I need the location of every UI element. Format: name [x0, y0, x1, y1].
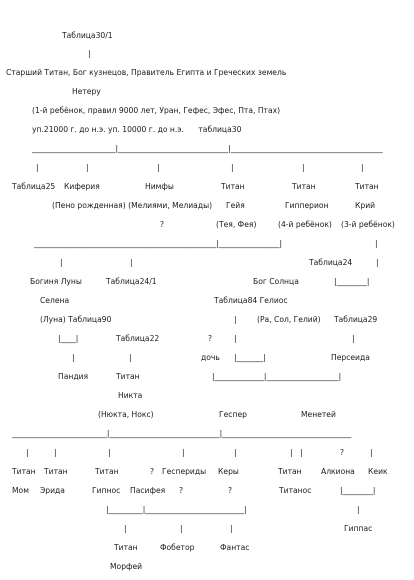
alias-line: (Луна) Таблица90: [40, 315, 112, 324]
branch-line: ______________________|_____________________________|________________________________________: [32, 144, 383, 153]
connector: |: [352, 334, 355, 343]
alias-line: (Нюкта, Нокс): [98, 410, 154, 419]
person-name: Гипнос: [92, 486, 121, 495]
person-name: Титан: [278, 467, 302, 476]
unknown-mark: ?: [228, 486, 233, 495]
person-name: дочь: [201, 353, 220, 362]
connector: |: [72, 353, 75, 362]
unknown-mark: ?: [150, 467, 155, 476]
person-name: Селена: [40, 296, 70, 305]
person-name: Никта: [118, 391, 143, 400]
connector: |: [60, 258, 63, 267]
table-ref: Таблица29: [334, 315, 378, 324]
person-name: Эрида: [40, 486, 65, 495]
connector: |: [54, 448, 57, 457]
connector: |: [180, 524, 183, 533]
person-name: Титан: [116, 372, 140, 381]
person-name: Мом: [12, 486, 29, 495]
person-name: Менетей: [301, 410, 336, 419]
alias-line: (Тея, Фея): [216, 220, 257, 229]
connector: |: [182, 448, 185, 457]
connector: |: [26, 448, 29, 457]
branch-line: |_____________|___________________|: [212, 372, 342, 381]
person-name: Таблица84 Гелиос: [214, 296, 288, 305]
connector: |: [230, 524, 233, 533]
connector: |: [130, 258, 133, 267]
person-name: Титан: [355, 182, 379, 191]
person-name: Киферия: [64, 182, 100, 191]
connector: |: [361, 163, 364, 172]
branch-line: |________|: [334, 277, 370, 286]
branch-line: ________________________________________________|________________|: [34, 239, 283, 248]
connector: |: [231, 163, 234, 172]
unknown-mark: ?: [208, 334, 213, 343]
branch-line: _________________________|_____________________________|__________________________________: [12, 429, 352, 438]
person-name: Крий: [355, 201, 376, 210]
connector: |: [86, 163, 89, 172]
person-name: Гейя: [226, 201, 245, 210]
connector: |: [234, 334, 237, 343]
person-name: Богиня Луны: [30, 277, 82, 286]
unknown-mark: ?: [179, 486, 184, 495]
connector: |: [108, 448, 111, 457]
person-name: Морфей: [110, 562, 143, 571]
note-line: (3-й ребёнок): [341, 220, 395, 229]
branch-line: |____|: [58, 334, 79, 343]
person-name: Гипперион: [285, 201, 329, 210]
connector: |: [290, 448, 293, 457]
note-line: (4-й ребёнок): [278, 220, 332, 229]
table-ref: Таблица24: [309, 258, 353, 267]
person-name: Кеик: [368, 467, 388, 476]
person-name: Титан: [95, 467, 119, 476]
connector: |: [375, 239, 378, 248]
connector: |: [370, 448, 373, 457]
branch-line: |________|: [340, 486, 376, 495]
title-line: Старший Титан, Бог кузнецов, Правитель Египта и Греческих земель: [6, 68, 287, 77]
unknown-mark: ?: [340, 448, 345, 457]
person-name: Титан: [44, 467, 68, 476]
person-name: Титан: [114, 543, 138, 552]
person-name: Алкиона: [321, 467, 355, 476]
connector: |: [234, 448, 237, 457]
person-name: Бог Солнца: [253, 277, 299, 286]
name-line: Нетеру: [72, 87, 101, 96]
connector: |: [129, 353, 132, 362]
alias-line: (Пено рожденная) (Мелиями, Мелиады): [52, 201, 213, 210]
connector: |: [376, 258, 379, 267]
person-name: Пасифея: [130, 486, 166, 495]
person-name: Фантас: [220, 543, 250, 552]
person-name: Персеида: [331, 353, 370, 362]
table-ref: Таблица25: [12, 182, 56, 191]
unknown-mark: ?: [160, 220, 165, 229]
connector: |: [124, 524, 127, 533]
table-ref: Таблица30/1: [62, 31, 113, 40]
person-name: Керы: [218, 467, 239, 476]
person-name: Пандия: [58, 372, 89, 381]
connector: |: [234, 315, 237, 324]
person-name: Титан: [292, 182, 316, 191]
person-name: Титанос: [279, 486, 312, 495]
table-ref: Таблица24/1: [106, 277, 157, 286]
person-name: Фобетор: [160, 543, 195, 552]
person-name: Нимфы: [145, 182, 174, 191]
person-name: Титан: [12, 467, 36, 476]
person-name: Геспериды: [162, 467, 207, 476]
alias-line: (1-й ребёнок, правил 9000 лет, Уран, Гефес, Эфес, Пта, Птах): [32, 106, 281, 115]
connector: |: [357, 505, 360, 514]
connector: |: [302, 163, 305, 172]
alias-line: (Ра, Сол, Гелий): [257, 315, 321, 324]
person-name: Геспер: [219, 410, 247, 419]
date-line: уп.21000 г. до н.э. уп. 10000 г. до н.э. таблица30: [32, 125, 242, 134]
table-ref: Таблица22: [116, 334, 160, 343]
person-name: Гиппас: [344, 524, 373, 533]
branch-line: |_______|: [234, 353, 266, 362]
connector: |: [88, 49, 91, 58]
person-name: Титан: [221, 182, 245, 191]
connector: |: [36, 163, 39, 172]
connector: |: [157, 163, 160, 172]
branch-line: |_________|__________________________|: [106, 505, 247, 514]
connector: |: [300, 448, 303, 457]
